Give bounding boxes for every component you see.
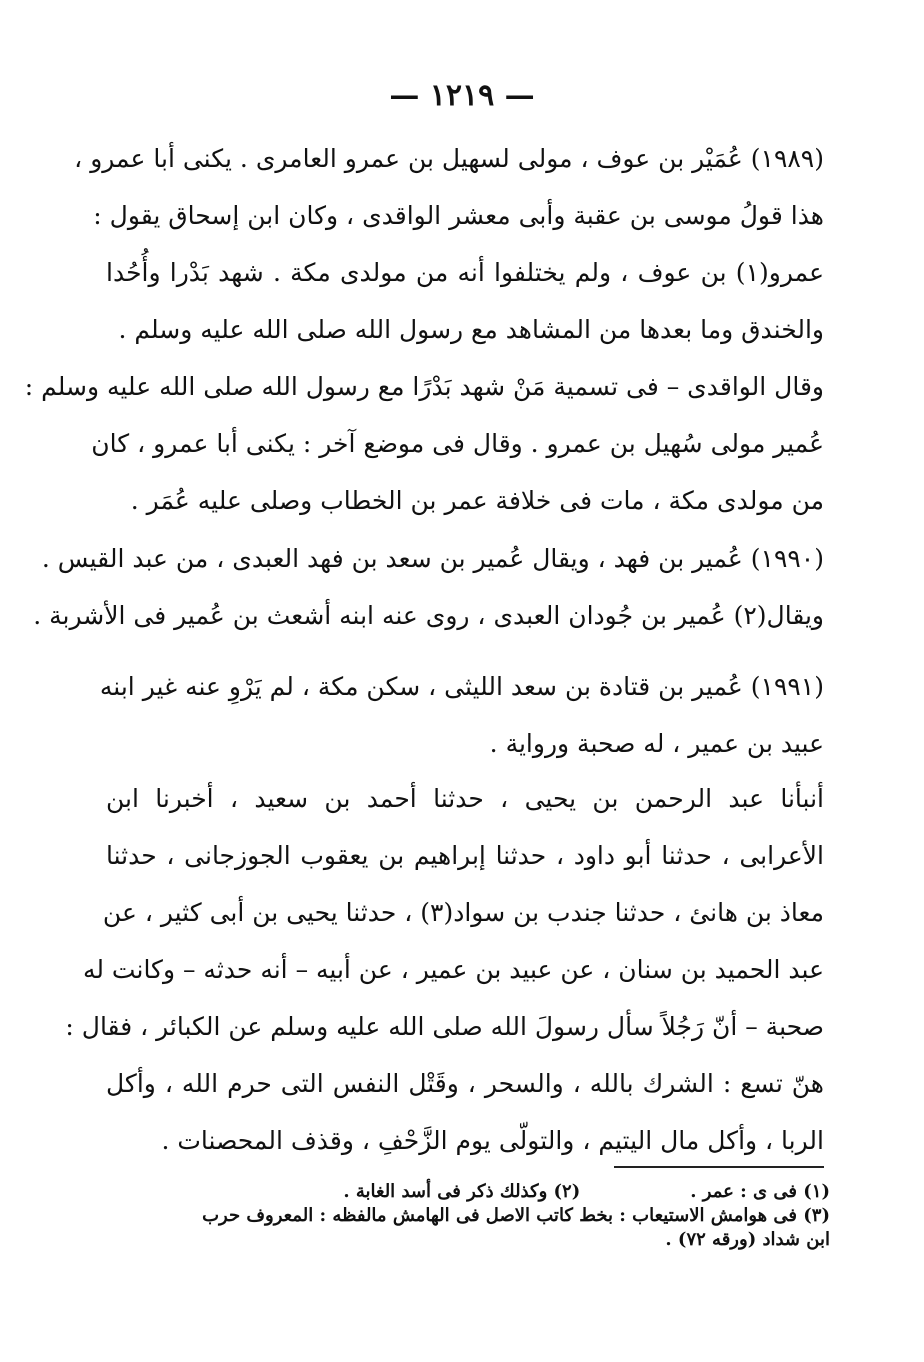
text-line: (١٩٨٩) عُمَيْر بن عوف ، مولى لسهيل بن عمرو العامرى . يكنى أبا عمرو ، [74, 144, 824, 173]
text-line: من مولدى مكة ، مات فى خلافة عمر بن الخطاب وصلى عليه عُمَر . [130, 486, 824, 515]
page-number: — ١٢١٩ — [389, 78, 535, 113]
text-line: أنبأنا عبد الرحمن بن يحيى ، حدثنا أحمد بن سعيد ، أخبرنا ابن [106, 784, 824, 813]
text-line: ويقال(٢) عُمير بن جُودان العبدى ، روى عنه ابنه أشعث بن عُمير فى الأشربة . [33, 601, 824, 630]
footnote-3: (٣) فى هوامش الاستيعاب : بخط كاتب الاصل فى الهامش مالفظه : المعروف حرب [202, 1205, 830, 1226]
text-line: الأعرابى ، حدثنا أبو داود ، حدثنا إبراهيم بن يعقوب الجوزجانى ، حدثنا [106, 841, 824, 870]
text-line: الربا ، وأكل مال اليتيم ، والتولّى يوم الزَّحْفِ ، وقذف المحصنات . [161, 1126, 824, 1155]
footnote-2: (٢) وكذلك ذكر فى أسد الغابة . [343, 1181, 581, 1202]
footnote-row [150, 1180, 830, 1204]
text-line: والخندق وما بعدها من المشاهد مع رسول الله صلى الله عليه وسلم . [118, 315, 824, 344]
text-line: وقال الواقدى – فى تسمية مَنْ شهد بَدْرًا مع رسول الله صلى الله عليه وسلم : [24, 372, 824, 401]
text-line: عبيد بن عمير ، له صحبة ورواية . [489, 729, 824, 758]
entry-1989 [74, 130, 824, 358]
text-line: عمرو(١) بن عوف ، ولم يختلفوا أنه من مولدى مكة . شهد بَدْرا وأُحُدا [106, 258, 824, 287]
text-line: هنّ تسع : الشرك بالله ، والسحر ، وقَتْل النفس التى حرم الله ، وأكل [106, 1069, 824, 1098]
text-line: (١٩٩١) عُمير بن قتادة بن سعد الليثى ، سكن مكة ، لم يَرْوِ عنه غير ابنه [99, 672, 824, 701]
text-line: عُمير مولى سُهيل بن عمرو . وقال فى موضع آخر : يكنى أبا عمرو ، كان [91, 429, 824, 458]
text-line: (١٩٩٠) عُمير بن فهد ، ويقال عُمير بن سعد بن فهد العبدى ، من عبد القيس . [41, 544, 824, 573]
footnote-divider [614, 1166, 824, 1168]
text-line: عبد الحميد بن سنان ، عن عبيد بن عمير ، عن أبيه – أنه حدثه – وكانت له [82, 955, 824, 984]
entry-1990 [33, 530, 824, 644]
footnote-3-continued: ابن شداد (ورقه ٧٢) . [665, 1229, 830, 1250]
text-line: معاذ بن هانئ ، حدثنا جندب بن سواد(٣) ، حدثنا يحيى بن أبى كثير ، عن [102, 898, 824, 927]
footnotes [150, 1180, 830, 1252]
entry-1991 [99, 658, 824, 772]
paragraph-waqidi [24, 358, 824, 529]
text-line: صحبة – أنّ رَجُلاً سأل رسولَ الله صلى الله عليه وسلم عن الكبائر ، فقال : [65, 1012, 824, 1041]
text-line: هذا قولُ موسى بن عقبة وأبى معشر الواقدى ، وكان ابن إسحاق يقول : [93, 201, 824, 230]
hadith-paragraph [65, 770, 824, 1169]
footnote-1: (١) فى ى : عمر . [690, 1181, 830, 1202]
